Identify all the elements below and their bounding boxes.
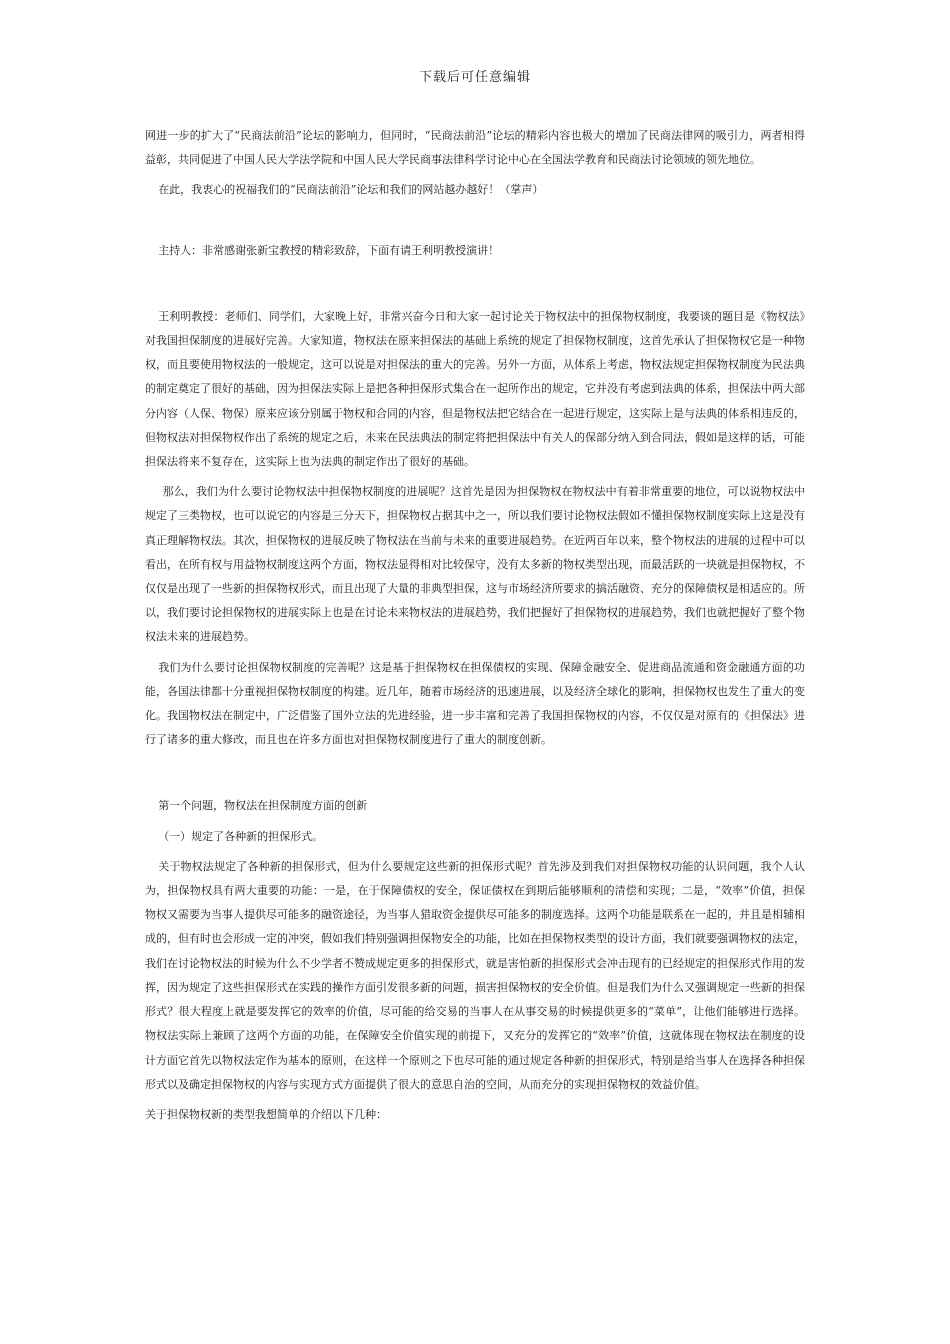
paragraph-1: 网进一步的扩大了“民商法前沿”论坛的影响力，但同时，“民商法前沿”论坛的精彩内容也极大的增加了民商法律网的吸引力，两者相得益彰，共同促进了中国人民大学法学院和中国人民大学民商事法律科学讨论中心在全国法学教育和民商法讨论领域的领先地位。 <box>145 129 805 167</box>
paragraph-9: 关于物权法规定了各种新的担保形式，但为什么要规定这些新的担保形式呢？首先涉及到我们对担保物权功能的认识问题，我个人认为，担保物权具有两大重要的功能：一是，在于保障债权的安全，保证债权在到期后能够顺利的清偿和实现；二是，“效率”价值，担保物权又需要为当事人提供尽可能多的融资途径，为当事人猎取资金提供尽可能多的制度选择。这两个功能是联系在一起的，并且是相辅相成的，但有时也会形成一定的冲突，假如我们特别强调担保物安全的功能，比如在担保物权类型的设计方面，我们就要强调物权的法定，我们在讨论物权法的时候为什么不少学者不赞成规定更多的担保形式，就是害怕新的担保形式会冲击现有的已经规定的担保形式作用的发挥，因为规定了这些担保形式在实践的操作方面引发很多新的问题，损害担保物权的安全价值。但是我们为什么又强调规定一些新的担保形式？很大程度上就是要发挥它的效率的价值，尽可能的给交易的当事人在从事交易的时候提供更多的“菜单”，让他们能够进行选择。物权法实际上兼顾了这两个方面的功能，在保障安全价值实现的前提下，又充分的发挥它的“效率”价值，这就体现在物权法在制度的设计方面它首先以物权法定作为基本的原则，在这样一个原则之下也尽可能的通过规定各种新的担保形式，特别是给当事人在选择各种担保形式以及确定担保物权的内容与实现方式方面提供了很大的意思自治的空间，从而充分的实现担保物权的效益价值。 <box>145 859 805 1091</box>
spacer <box>145 269 805 305</box>
paragraph-5: 那么，我们为什么要讨论物权法中担保物权制度的进展呢？这首先是因为担保物权在物权法中有着非常重要的地位，可以说物权法中规定了三类物权，也可以说它的内容是三分天下，担保物权占据其中之一，所以我们要讨论物权法假如不懂担保物权制度实际上这是没有真正理解物权法。其次，担保物权的进展反映了物权法在当前与未来的重要进展趋势。在近两百年以来，整个物权法的进展的过程中可以看出，在所有权与用益物权制度这两个方面，物权法显得相对比较保守，没有太多新的物权类型出现，而最活跃的一块就是担保物权，不仅仅是出现了一些新的担保物权形式，而且出现了大量的非典型担保，这与市场经济所要求的搞活融资、充分的保障债权是相适应的。所以，我们要讨论担保物权的进展实际上也是在讨论未来物权法的进展趋势，我们把握好了担保物权的进展趋势，我们也就把握好了整个物权法未来的进展趋势。 <box>145 485 805 644</box>
paragraph-6: 我们为什么要讨论担保物权制度的完善呢？这是基于担保物权在担保债权的实现、保障金融安全、促进商品流通和资金融通方面的功能，各国法律都十分重视担保物权制度的构建。近几年，随着市场经济的迅速进展，以及经济全球化的影响，担保物权也发生了重大的变化。我国物权法在制定中，广泛借鉴了国外立法的先进经验，进一步丰富和完善了我国担保物权的内容，不仅仅是对原有的《担保法》进行了诸多的重大修改，而且也在许多方面也对担保物权制度进行了重大的制度创新。 <box>145 660 805 747</box>
spacer <box>145 758 805 794</box>
section-heading: 第一个问题，物权法在担保制度方面的创新 <box>158 799 368 813</box>
paragraph-2: 在此，我衷心的祝福我们的“民商法前沿”论坛和我们的网站越办越好！（掌声） <box>158 183 544 197</box>
paragraph-10: 关于担保物权新的类型我想简单的介绍以下几种： <box>145 1107 387 1121</box>
paragraph-3: 主持人：非常感谢张新宝教授的精彩致辞，下面有请王利明教授演讲！ <box>158 243 500 257</box>
page-header: 下载后可任意编辑 <box>418 70 531 85</box>
document-body <box>145 124 805 1133</box>
paragraph-4: 王利明教授：老师们、同学们，大家晚上好，非常兴奋今日和大家一起讨论关于物权法中的担保物权制度，我要谈的题目是《物权法》对我国担保制度的进展好完善。大家知道，物权法在原来担保法的基础上系统的规定了担保物权制度，这首先承认了担保物权它是一种物权，而且要使用物权法的一般规定，这可以说是对担保法的重大的完善。另外一方面，从体系上考虑，物权法规定担保物权制度为民法典的制定奠定了很好的基础，因为担保法实际上是把各种担保形式集合在一起所作出的规定，它并没有考虑到法典的体系，担保法中两大部分内容（人保、物保）原来应该分别属于物权和合同的内容，但是物权法把它结合在一起进行规定，这实际上是与法典的体系相违反的，但物权法对担保物权作出了系统的规定之后，未来在民法典法的制定将把担保法中有关人的保部分纳入到合同法，假如是这样的话，可能担保法将来不复存在，这实际上也为法典的制定作出了很好的基础。 <box>145 309 805 469</box>
subsection-heading: （一）规定了各种新的担保形式。 <box>158 829 324 843</box>
spacer <box>145 209 805 239</box>
